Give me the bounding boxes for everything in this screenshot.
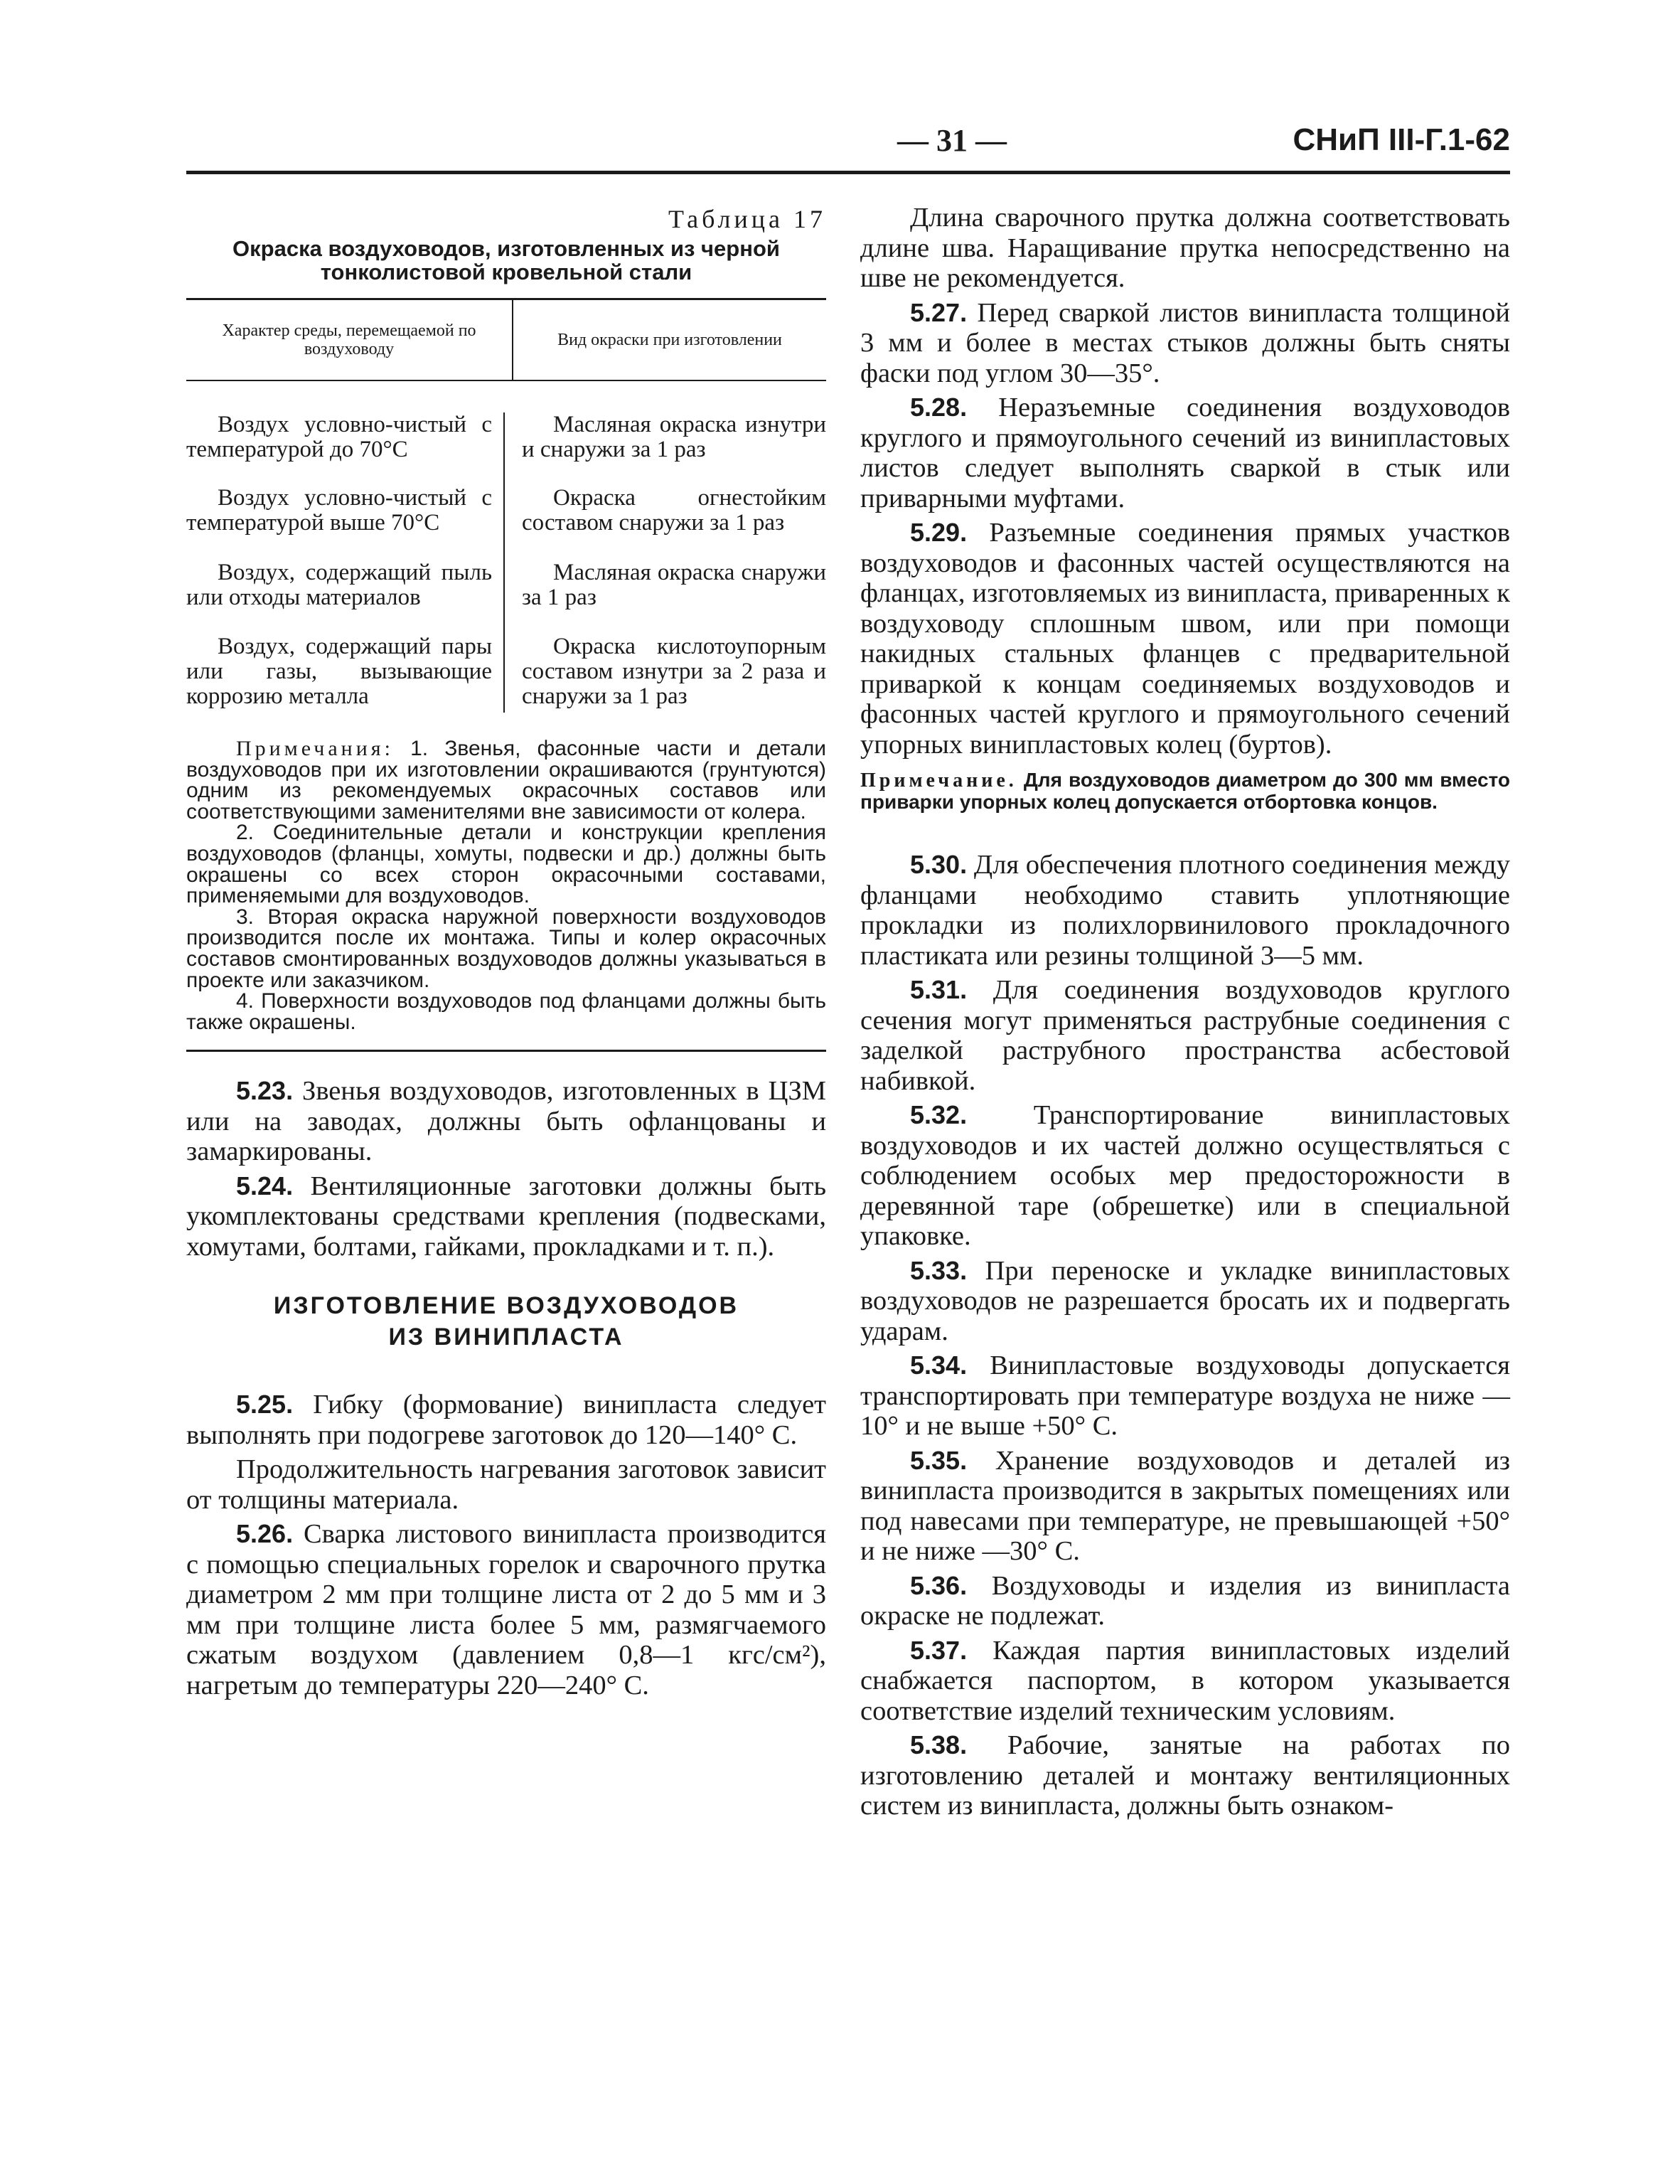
- table-title: Окраска воздуховодов, изготовленных из черной тонколистовой кровельной стали: [232, 236, 780, 284]
- paragraph-number: 5.38.: [910, 1730, 968, 1759]
- paragraph-number: 5.29.: [910, 518, 968, 547]
- table-note: Примечания: 1. Звенья, фасонные части и детали воздуховодов при их изготовлении окрашиваются (грунтуются) одним из рекомендуемых окрасочных составов или соответствующими заменителями вне зависимости от колера.: [186, 737, 826, 824]
- table-header-row: [186, 300, 826, 381]
- paragraph-number: 5.30.: [910, 850, 968, 879]
- paragraph: 5.23. Звенья воздуховодов, изготовленных в ЦЗМ или на заводах, должны быть офланцованы и замаркированы.: [186, 1076, 827, 1167]
- paragraph: 5.32. Транспортирование винипластовых воздуховодов и их частей должно осуществляться с соблюдением особых мер предосторожности в деревянной таре (обрешетке) или в специальной упаковке.: [860, 1100, 1510, 1251]
- paragraph: 5.36. Воздуховоды и изделия из винипласта окраске не подлежат.: [860, 1570, 1510, 1631]
- paragraph-number: 5.25.: [236, 1390, 294, 1419]
- paragraph: 5.25. Гибку (формование) винипласта следует выполнять при подогреве заготовок до 120—140° С.: [186, 1390, 826, 1450]
- table-cell-medium: Воздух условно-чистый с температурой выше 70°С: [186, 485, 492, 536]
- paragraph: Продолжительность нагревания заготовок зависит от толщины материала.: [186, 1454, 826, 1515]
- column-header-medium: Характер среды, перемещаемой по воздуховоду: [186, 300, 513, 380]
- footnote: Примечание. Для воздуховодов диаметром до 300 мм вместо приварки упорных колец допускается отбортовка концов.: [860, 769, 1510, 813]
- table-note: 2. Соединительные детали и конструкции крепления воздуховодов (фланцы, хомуты, подвески и др.) должны быть окрашены со всех сторон окрасочными составами, применяемыми для воздуховодов.: [186, 821, 826, 908]
- paragraph-number: 5.23.: [236, 1076, 294, 1106]
- notes-label: Примечания:: [236, 737, 394, 760]
- paragraph: 5.26. Сварка листового винипласта производится с помощью специальных горелок и сварочного прутка диаметром 2 мм при толщине листа от 2 до 5 мм и 3 мм при толщине листа более 5 мм, размягчаемого сжатым воздухом (давлением 0,8—1 кгс/см²), нагретым до температуры 220—240° С.: [186, 1519, 826, 1700]
- paragraph-number: 5.31.: [910, 975, 968, 1004]
- paragraph-number: 5.35.: [910, 1445, 968, 1475]
- paragraph-number: 5.32.: [910, 1100, 968, 1129]
- medium-column: [186, 412, 505, 713]
- table-note: 4. Поверхности воздуховодов под фланцами должны быть также окрашены.: [186, 989, 826, 1034]
- paragraph: 5.29. Разъемные соединения прямых участков воздуховодов и фасонных частей осуществляются на фланцах, изготовляемых из винипласта, приваренных к воздуховоду сплошным швом, или при помощи накидных стальных фланцев с предварительной приваркой к концам соединяемых воздуховодов и фасонных частей круглого и прямоугольного сечений упорных винипластовых колец (буртов).: [860, 518, 1510, 760]
- table-cell-coating: Масляная окраска снаружи за 1 раз: [522, 560, 826, 610]
- left-column: [186, 203, 826, 1705]
- paragraph: 5.24. Вентиляционные заготовки должны быть укомплектованы средствами крепления (подвесками, хомутами, болтами, гайками, прокладками и т. п.).: [186, 1171, 827, 1262]
- section-heading: ИЗГОТОВЛЕНИЕ ВОЗДУХОВОДОВ ИЗ ВИНИПЛАСТА: [273, 1292, 739, 1351]
- paragraph: 5.30. Для обеспечения плотного соединения между фланцами необходимо ставить уплотняющие прокладки из полихлорвинилового прокладочного пластиката или резины толщиной 3—5 мм.: [860, 850, 1511, 971]
- paragraph-number: 5.33.: [910, 1255, 968, 1285]
- table-cell-coating: Окраска огнестойким составом снаружи за 1 раз: [522, 485, 826, 536]
- paragraph: 5.37. Каждая партия винипластовых изделий снабжается паспортом, в котором указывается соответствие изделий техническим условиям.: [860, 1635, 1511, 1726]
- paragraph-number: 5.34.: [910, 1351, 968, 1380]
- paragraph-number: 5.24.: [236, 1171, 294, 1200]
- table-cell-coating: Окраска кислотоупорным составом изнутри за 2 раза и снаружи за 1 раз: [522, 634, 826, 709]
- table-notes: [186, 713, 826, 1050]
- paragraph: 5.33. При переноске и укладке винипластовых воздуховодов не разрешается бросать их и подвергать ударам.: [860, 1255, 1510, 1346]
- paragraph-number: 5.27.: [910, 297, 968, 327]
- table-note: 3. Вторая окраска наружной поверхности воздуховодов производится после их монтажа. Типы и колер окрасочных составов смонтированных воздуховодов должны указываться в проекте или заказчиком.: [186, 905, 826, 992]
- paragraph-number: 5.28.: [910, 393, 968, 422]
- page-header: [186, 122, 1510, 165]
- paragraph: 5.34. Винипластовые воздуховоды допускается транспортировать при температуре воздуха не ниже —10° и не выше +50° С.: [860, 1351, 1510, 1441]
- coating-column: [505, 412, 826, 713]
- document-code: СНиП III-Г.1-62: [1293, 122, 1510, 157]
- paragraph: 5.31. Для соединения воздуховодов круглого сечения могут применяться раструбные соединения с заделкой раструбного пространства асбестовой набивкой.: [860, 975, 1511, 1096]
- table-caption: Таблица 17: [668, 205, 826, 233]
- paragraph: Длина сварочного прутка должна соответствовать длине шва. Наращивание прутка непосредственно на шве не рекомендуется.: [860, 203, 1510, 293]
- paragraph: 5.38. Рабочие, занятые на работах по изготовлению деталей и монтажу вентиляционных систем из винипласта, должны быть ознаком-: [860, 1730, 1510, 1821]
- coating-table: [186, 298, 826, 1052]
- table-cell-medium: Воздух условно-чистый с температурой до 70°С: [186, 412, 492, 462]
- page-number: — 31 —: [897, 123, 1007, 158]
- note-label: Примечание.: [860, 769, 1017, 792]
- column-header-coating: Вид окраски при изготовлении: [557, 331, 782, 349]
- paragraph-number: 5.26.: [236, 1519, 294, 1549]
- table-cell-coating: Масляная окраска изнутри и снаружи за 1 раз: [522, 412, 826, 462]
- table-cell-medium: Воздух, содержащий пары или газы, вызывающие коррозию металла: [186, 634, 492, 709]
- paragraph: 5.27. Перед сваркой листов винипласта толщиной 3 мм и более в местах стыков должны быть сняты фаски под углом 30—35°.: [860, 297, 1510, 388]
- table-cell-medium: Воздух, содержащий пыль или отходы материалов: [186, 560, 492, 610]
- table-body: [186, 381, 826, 713]
- paragraph-number: 5.37.: [910, 1635, 968, 1665]
- paragraph: 5.35. Хранение воздуховодов и деталей из винипласта производится в закрытых помещениях или под навесами при температуре, не превышающей +50° и не ниже —30° С.: [860, 1445, 1511, 1566]
- paragraph: 5.28. Неразъемные соединения воздуховодов круглого и прямоугольного сечений из винипластовых листов следует выполнять сваркой в стык или приварными муфтами.: [860, 393, 1510, 513]
- header-rule: [186, 171, 1510, 174]
- paragraph-number: 5.36.: [910, 1570, 968, 1600]
- right-column: [860, 203, 1510, 1826]
